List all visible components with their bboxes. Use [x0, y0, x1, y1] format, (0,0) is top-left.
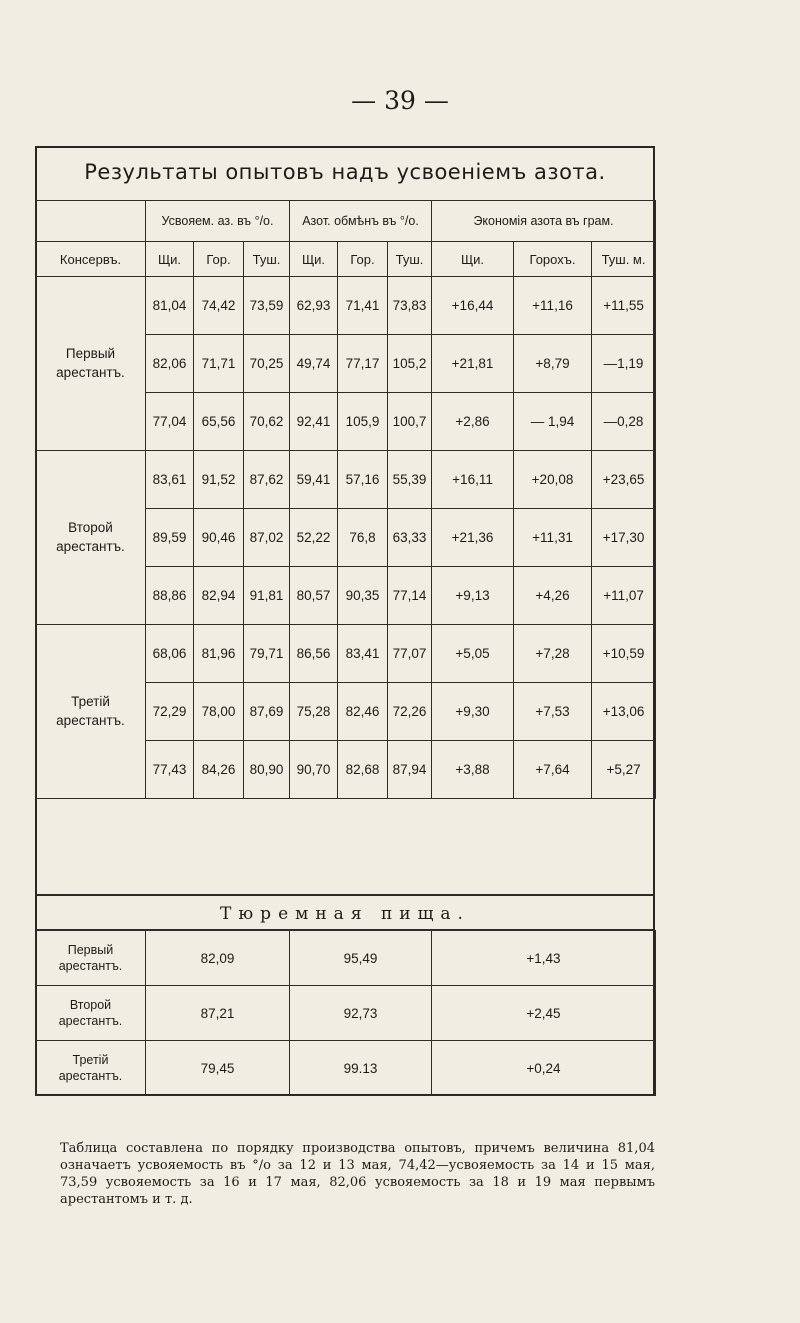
table-cell: +2,86: [432, 393, 514, 451]
table-cell: +17,30: [592, 509, 656, 567]
table-cell: +9,30: [432, 683, 514, 741]
table-cell: +8,79: [514, 335, 592, 393]
table-cell: 72,26: [388, 683, 432, 741]
table-cell: +11,31: [514, 509, 592, 567]
subject-label-line: Второй: [68, 520, 113, 536]
table-cell: 81,96: [194, 625, 244, 683]
table-cell: 87,62: [244, 451, 290, 509]
header-konservy: Консервъ.: [36, 242, 146, 277]
subject-label-line: арестантъ.: [58, 1014, 123, 1028]
table-cell: +13,06: [592, 683, 656, 741]
table-cell: +7,64: [514, 741, 592, 799]
prison-food-table: [35, 930, 656, 1096]
table-cell: 82,94: [194, 567, 244, 625]
table-cell: 57,16: [338, 451, 388, 509]
table-cell: 86,56: [290, 625, 338, 683]
table-cell: 70,62: [244, 393, 290, 451]
table-cell: +16,11: [432, 451, 514, 509]
subject-label: [36, 931, 146, 986]
header-sub: Туш.: [244, 242, 290, 277]
header-group-absorption: Усвояем. аз. въ °/о.: [146, 201, 290, 242]
table-cell: 55,39: [388, 451, 432, 509]
header-sub: Горохъ.: [514, 242, 592, 277]
table-row: [36, 931, 656, 986]
header-sub: Гор.: [194, 242, 244, 277]
subject-label-line: арестантъ.: [58, 959, 123, 973]
prison-body: [36, 931, 656, 1096]
table-cell: +0,24: [432, 1041, 656, 1096]
table-cell: 77,43: [146, 741, 194, 799]
table-cell: 88,86: [146, 567, 194, 625]
subject-label: [36, 451, 146, 625]
table-row: [36, 986, 656, 1041]
table-cell: 82,09: [146, 931, 290, 986]
table-cell: —0,28: [592, 393, 656, 451]
table-cell: +21,36: [432, 509, 514, 567]
header-sub: Туш. м.: [592, 242, 656, 277]
table-cell: 74,42: [194, 277, 244, 335]
table-cell: 77,07: [388, 625, 432, 683]
header-empty: [36, 201, 146, 242]
table-cell: 82,46: [338, 683, 388, 741]
table-cell: 73,59: [244, 277, 290, 335]
subject-label: [36, 986, 146, 1041]
table-row: [36, 1041, 656, 1096]
table-cell: 92,41: [290, 393, 338, 451]
table-row: [36, 625, 656, 683]
table-cell: 87,21: [146, 986, 290, 1041]
header-sub-row: [36, 242, 656, 277]
table-cell: +7,53: [514, 683, 592, 741]
table-cell: +5,05: [432, 625, 514, 683]
table-cell: 100,7: [388, 393, 432, 451]
table-cell: +4,26: [514, 567, 592, 625]
table-cell: 83,61: [146, 451, 194, 509]
table-cell: +23,65: [592, 451, 656, 509]
table-cell: 91,81: [244, 567, 290, 625]
table-cell: 75,28: [290, 683, 338, 741]
table-cell: 90,35: [338, 567, 388, 625]
header-sub: Гор.: [338, 242, 388, 277]
table-cell: 83,41: [338, 625, 388, 683]
table-cell: 76,8: [338, 509, 388, 567]
page-number: — 39 —: [351, 86, 449, 115]
subject-label-line: арестантъ.: [56, 712, 125, 728]
table-cell: 77,04: [146, 393, 194, 451]
table-cell: 99.13: [290, 1041, 432, 1096]
subject-label-line: арестантъ.: [56, 364, 125, 380]
table-cell: +21,81: [432, 335, 514, 393]
table-note: Таблица составлена по порядку производства опытовъ, причемъ величина 81,04 означаетъ усвояемость въ °/о за 12 и 13 мая, 74,42—усвояемость за 14 и 15 мая, 73,59 усвояемость за 16 и 17 мая, 82,06 усвояемость за 18 и 19 мая первымъ арестантомъ и т. д.: [60, 1141, 655, 1207]
table-cell: +9,13: [432, 567, 514, 625]
table-cell: 59,41: [290, 451, 338, 509]
table-cell: — 1,94: [514, 393, 592, 451]
table-cell: 82,68: [338, 741, 388, 799]
table-cell: +1,43: [432, 931, 656, 986]
table-row: [36, 451, 656, 509]
table-cell: +10,59: [592, 625, 656, 683]
subject-label: [36, 1041, 146, 1096]
subject-label: [36, 277, 146, 451]
subject-label-line: Второй: [69, 997, 112, 1012]
table-cell: 63,33: [388, 509, 432, 567]
subject-label-line: арестантъ.: [56, 538, 125, 554]
table-cell: 70,25: [244, 335, 290, 393]
table-cell: 105,9: [338, 393, 388, 451]
table-cell: 105,2: [388, 335, 432, 393]
header-sub: Щи.: [432, 242, 514, 277]
table-cell: 77,14: [388, 567, 432, 625]
header-sub: Щи.: [146, 242, 194, 277]
subject-label-line: Первый: [65, 346, 116, 362]
table-row: [36, 277, 656, 335]
results-table: [35, 200, 656, 799]
table-cell: 80,90: [244, 741, 290, 799]
table-cell: 71,71: [194, 335, 244, 393]
table-cell: 49,74: [290, 335, 338, 393]
table-cell: 65,56: [194, 393, 244, 451]
table-cell: 62,93: [290, 277, 338, 335]
table-cell: 84,26: [194, 741, 244, 799]
header-sub: Щи.: [290, 242, 338, 277]
table-cell: 92,73: [290, 986, 432, 1041]
table-cell: 89,59: [146, 509, 194, 567]
table-cell: +16,44: [432, 277, 514, 335]
prison-food-banner: Тюремная пища.: [35, 894, 655, 930]
groups-body: [36, 277, 656, 799]
table-title: Результаты опытовъ надъ усвоеніемъ азота.: [84, 160, 606, 184]
header-sub: Туш.: [388, 242, 432, 277]
table-cell: +11,55: [592, 277, 656, 335]
table-cell: +5,27: [592, 741, 656, 799]
table-cell: —1,19: [592, 335, 656, 393]
table-cell: 95,49: [290, 931, 432, 986]
table-cell: 82,06: [146, 335, 194, 393]
table-cell: +7,28: [514, 625, 592, 683]
table-cell: 81,04: [146, 277, 194, 335]
table-cell: 79,71: [244, 625, 290, 683]
table-cell: 87,02: [244, 509, 290, 567]
table-cell: 80,57: [290, 567, 338, 625]
table-cell: 78,00: [194, 683, 244, 741]
table-cell: 87,94: [388, 741, 432, 799]
header-group-economy: Экономія азота въ грам.: [432, 201, 656, 242]
table-cell: 90,46: [194, 509, 244, 567]
header-group-row: [36, 201, 656, 242]
table-cell: 71,41: [338, 277, 388, 335]
table-cell: 68,06: [146, 625, 194, 683]
subject-label-line: Третій: [72, 1052, 109, 1067]
table-cell: +20,08: [514, 451, 592, 509]
table-cell: 52,22: [290, 509, 338, 567]
table-cell: 79,45: [146, 1041, 290, 1096]
header-group-exchange: Азот. обмѣнъ въ °/о.: [290, 201, 432, 242]
table-cell: +2,45: [432, 986, 656, 1041]
table-cell: 91,52: [194, 451, 244, 509]
subject-label-line: Первый: [67, 942, 114, 957]
subject-label: [36, 625, 146, 799]
table-cell: 90,70: [290, 741, 338, 799]
table-cell: 77,17: [338, 335, 388, 393]
table-cell: +11,07: [592, 567, 656, 625]
table-cell: +11,16: [514, 277, 592, 335]
table-cell: +3,88: [432, 741, 514, 799]
table-cell: 72,29: [146, 683, 194, 741]
table-cell: 87,69: [244, 683, 290, 741]
subject-label-line: арестантъ.: [58, 1069, 123, 1083]
table-cell: 73,83: [388, 277, 432, 335]
subject-label-line: Третій: [71, 694, 110, 710]
